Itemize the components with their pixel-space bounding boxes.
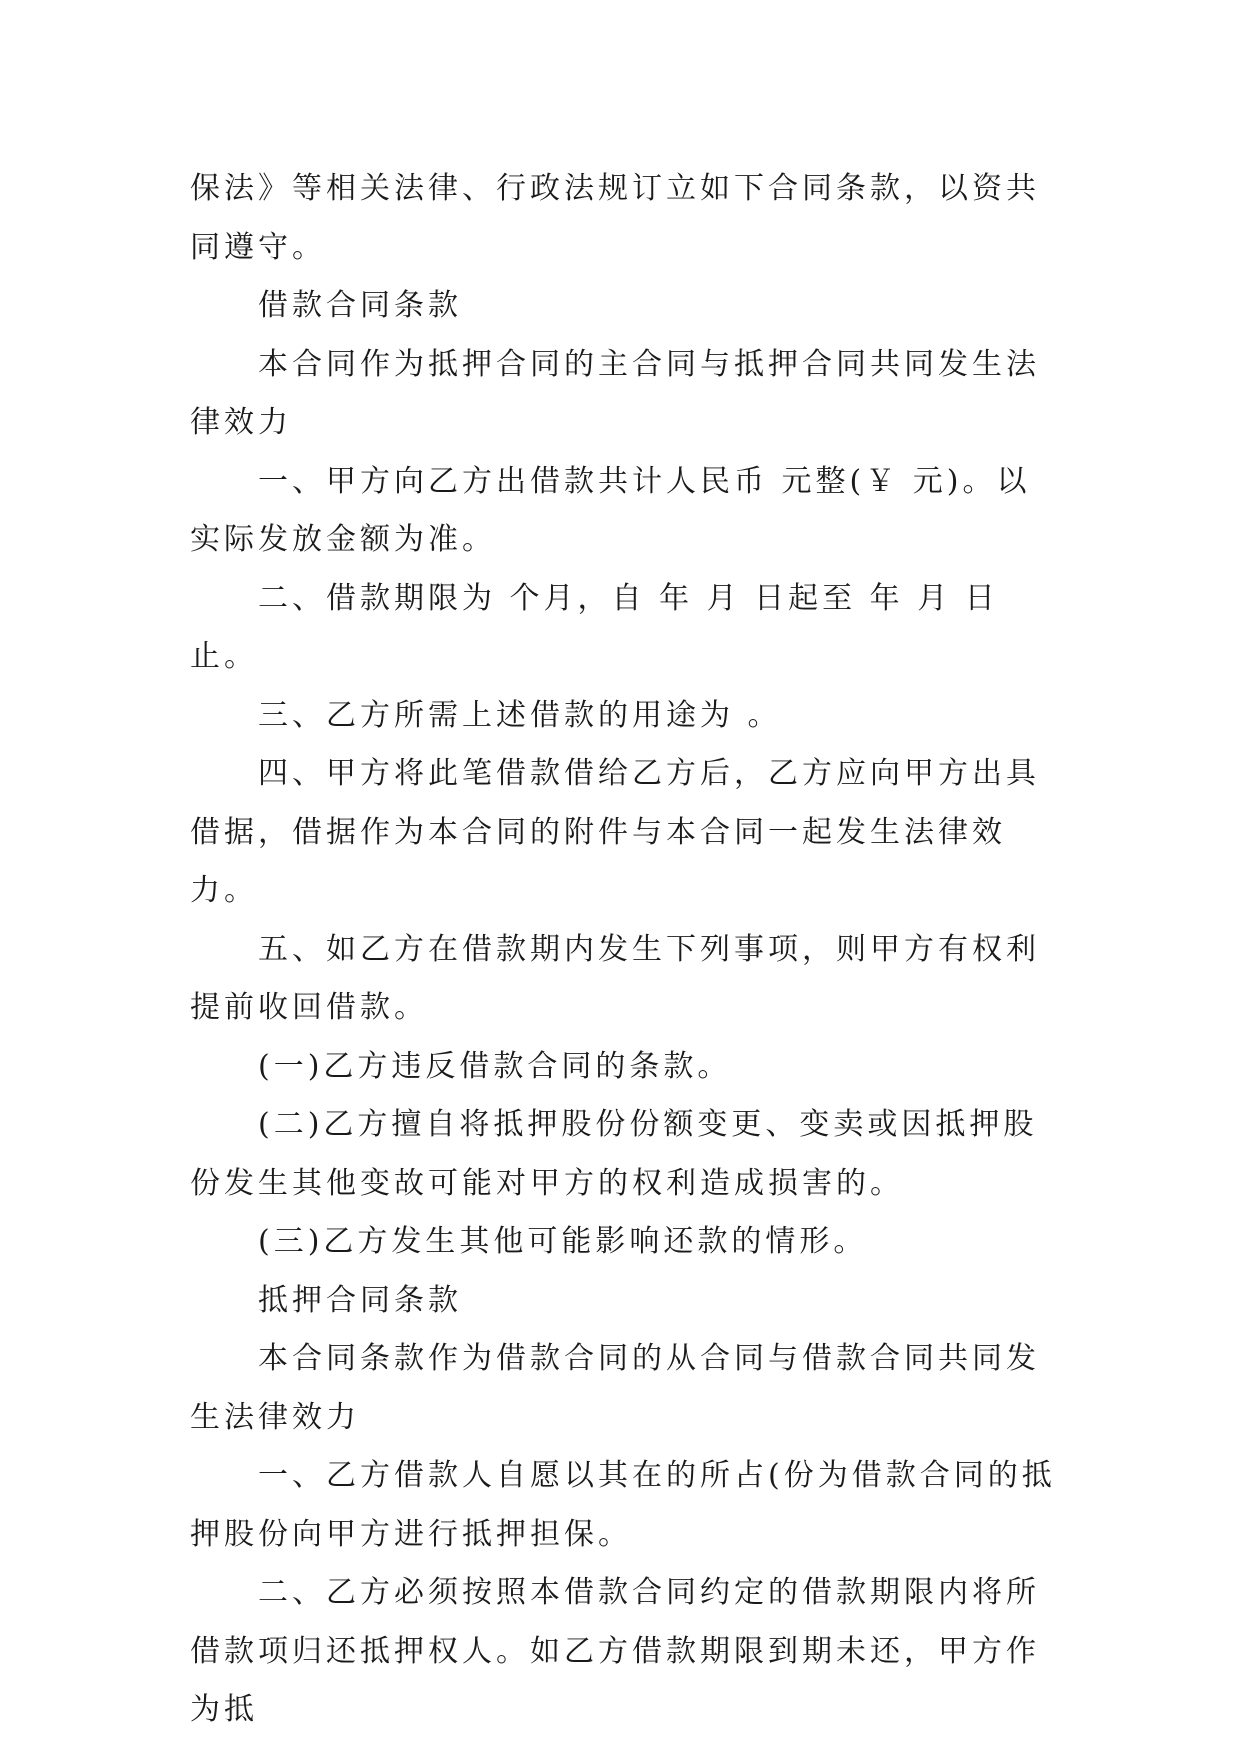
paragraph-intro-continuation: 保法》等相关法律、行政法规订立如下合同条款，以资共同遵守。 [190, 171, 1040, 265]
clause-loan-2: 二、借款期限为 个月，自 年 月 日起至 年 月 日止。 [190, 580, 999, 674]
clause-loan-3: 三、乙方所需上述借款的用途为 。 [258, 697, 782, 733]
paragraph-mortgage-sub-contract: 本合同条款作为借款合同的从合同与借款合同共同发生法律效力 [190, 1341, 1040, 1435]
sub-clause-2: (二)乙方擅自将抵押股份份额变更、变卖或因抵押股份发生其他变故可能对甲方的权利造成损害的。 [190, 1107, 1038, 1201]
clause-mortgage-1: 一、乙方借款人自愿以其在的所占(份为借款合同的抵押股份向甲方进行抵押担保。 [190, 1458, 1056, 1552]
sub-clause-3: (三)乙方发生其他可能影响还款的情形。 [258, 1224, 868, 1259]
clause-loan-5: 五、如乙方在借款期内发生下列事项，则甲方有权利提前收回借款。 [190, 931, 1040, 1025]
sub-clause-1: (一)乙方违反借款合同的条款。 [258, 1048, 732, 1084]
clause-loan-1: 一、甲方向乙方出借款共计人民币 元整(￥ 元)。以实际发放金额为准。 [190, 463, 1031, 557]
document-page [190, 160, 1060, 1740]
paragraph-loan-main-contract: 本合同作为抵押合同的主合同与抵押合同共同发生法律效力 [190, 346, 1040, 440]
section-heading-mortgage-terms: 抵押合同条款 [258, 1282, 462, 1318]
clause-mortgage-2: 二、乙方必须按照本借款合同约定的借款期限内将所借款项归还抵押权人。如乙方借款期限到期未还，甲方作为抵 [190, 1575, 1040, 1727]
clause-loan-4: 四、甲方将此笔借款借给乙方后，乙方应向甲方出具借据，借据作为本合同的附件与本合同一起发生法律效力。 [190, 756, 1040, 908]
section-heading-loan-terms: 借款合同条款 [258, 288, 462, 323]
